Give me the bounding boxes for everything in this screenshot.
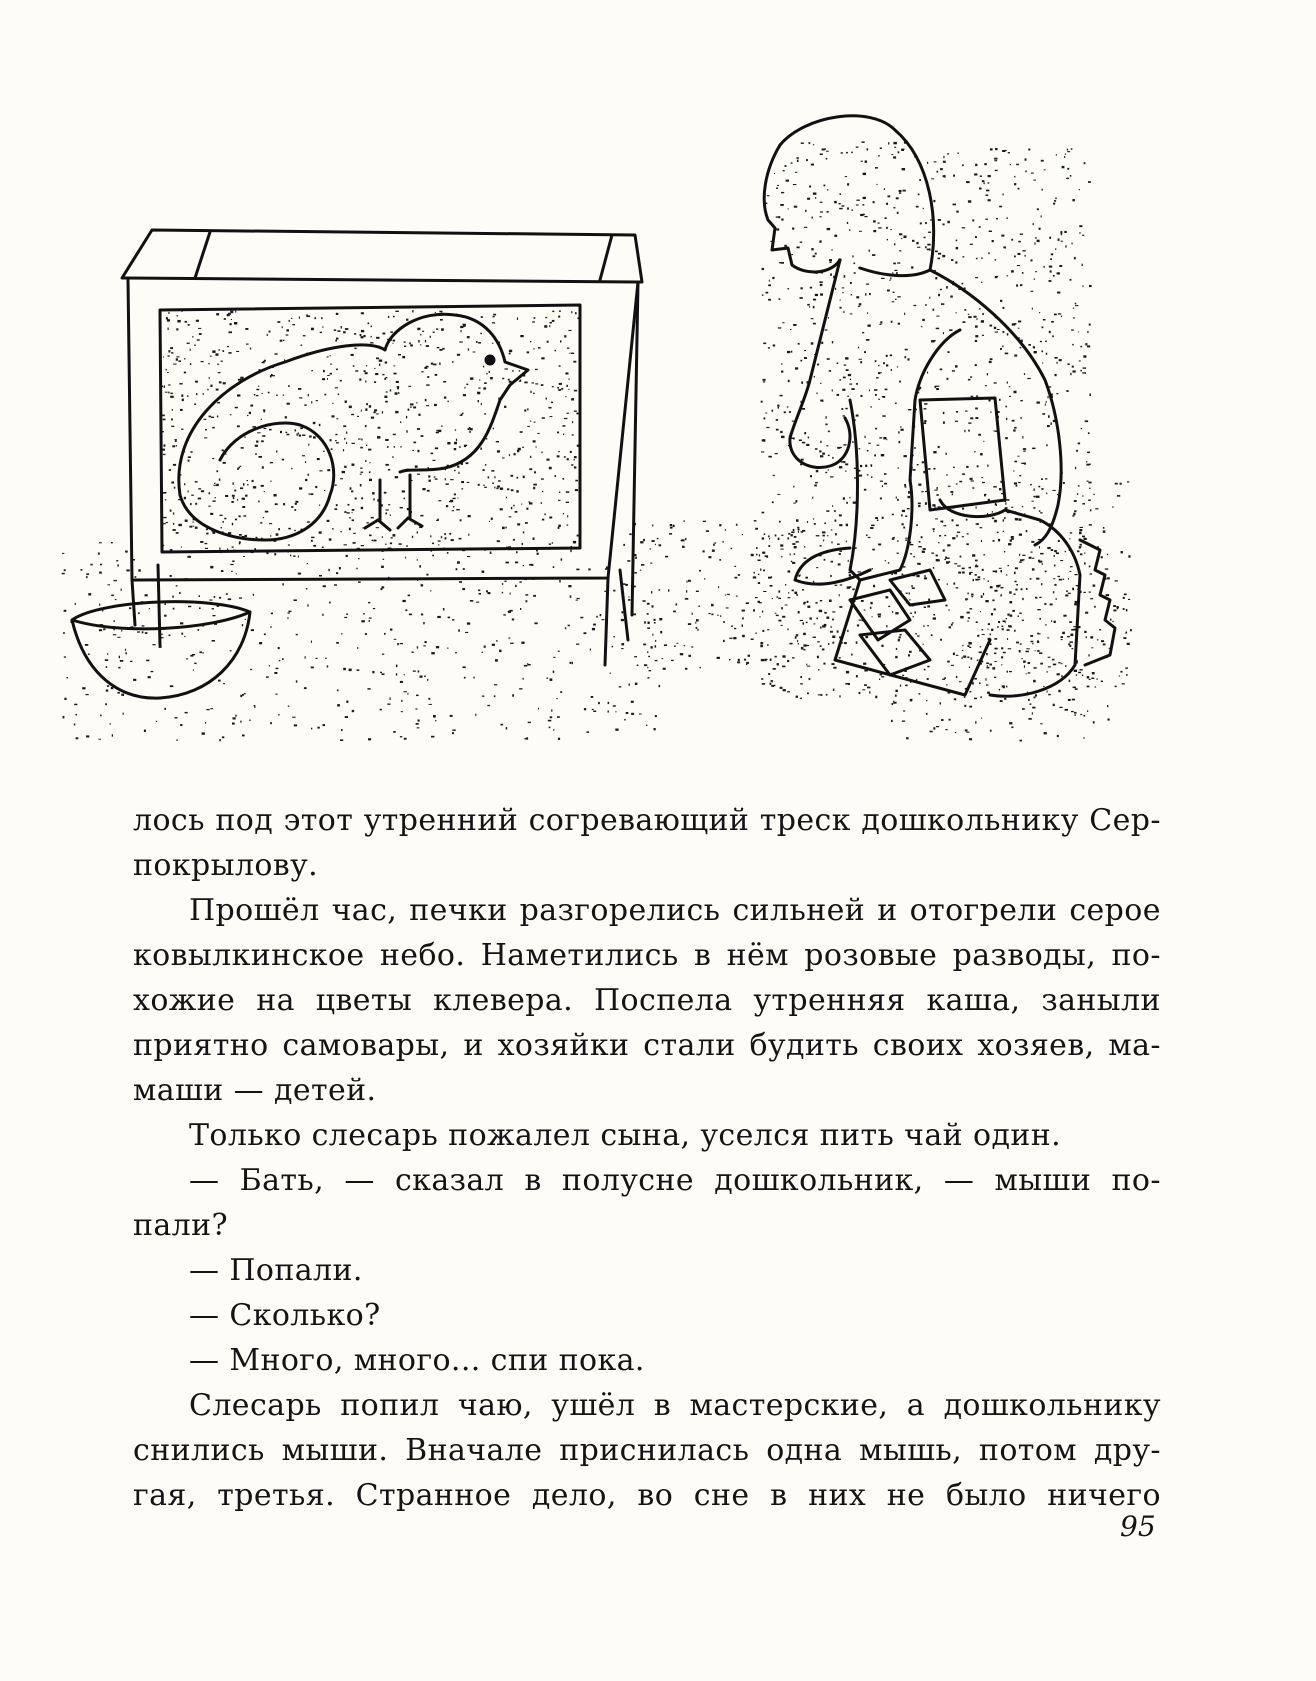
word: под <box>215 803 274 838</box>
word: отогрели <box>909 893 1058 928</box>
text-line: — Много, много... спи пока. <box>189 1343 645 1378</box>
word: в <box>693 938 712 973</box>
text-line <box>133 888 1161 933</box>
word: сильней <box>732 893 866 928</box>
word: самовары, <box>282 1028 450 1063</box>
page-number: 95 <box>1120 1510 1156 1543</box>
word: во <box>637 1478 674 1513</box>
word: ушёл <box>551 1388 636 1423</box>
word: дело, <box>531 1478 617 1513</box>
illustration-hen-and-old-woman <box>60 100 1180 760</box>
word: по- <box>1111 1163 1161 1198</box>
text-line <box>133 1473 1161 1518</box>
text-line <box>133 1428 1161 1473</box>
word: по- <box>1111 938 1161 973</box>
word: сказал <box>394 1163 505 1198</box>
word: — <box>189 1163 220 1198</box>
body-text <box>133 798 1161 1518</box>
word: серое <box>1069 893 1161 928</box>
text-line <box>133 1158 1161 1203</box>
word: ма- <box>1108 1028 1161 1063</box>
word: на <box>256 983 295 1018</box>
word: небо. <box>379 938 466 973</box>
text-line <box>133 1023 1161 1068</box>
word: в <box>770 1478 788 1513</box>
word: Поспела <box>593 983 733 1018</box>
word: хозяев, <box>977 1028 1095 1063</box>
word: — <box>344 1163 375 1198</box>
text-line: — Сколько? <box>189 1298 381 1333</box>
word: согревающий <box>528 803 750 838</box>
word: клевера. <box>433 983 574 1018</box>
text-line: пали? <box>133 1208 229 1243</box>
word: Наметились <box>480 938 679 973</box>
word: дошкольнику <box>861 803 1079 838</box>
word: печки <box>409 893 508 928</box>
word: мыши <box>994 1163 1092 1198</box>
word: час, <box>331 893 398 928</box>
word: и <box>463 1028 484 1063</box>
text-line: маши — детей. <box>133 1073 377 1108</box>
text-line: покрылову. <box>133 848 319 883</box>
word: стали <box>643 1028 736 1063</box>
text-line: Только слесарь пожалел сына, уселся пить чай один. <box>189 1118 1062 1153</box>
word: утренний <box>363 803 519 838</box>
word: нём <box>726 938 789 973</box>
word: одна <box>766 1433 843 1468</box>
word: них <box>808 1478 867 1513</box>
word: сне <box>693 1478 750 1513</box>
word: каша, <box>926 983 1021 1018</box>
word: своих <box>872 1028 964 1063</box>
word: хожие <box>133 983 236 1018</box>
text-line <box>133 978 1161 1023</box>
word: ковылкинское <box>133 938 365 973</box>
word: мастерские, <box>689 1388 889 1423</box>
word: снились <box>133 1433 265 1468</box>
word: в <box>653 1388 672 1423</box>
word: Вначале <box>405 1433 543 1468</box>
word: потом <box>978 1433 1077 1468</box>
hen-drawing <box>179 314 528 540</box>
word: третья. <box>217 1478 336 1513</box>
word: дру- <box>1093 1433 1161 1468</box>
word: мыши. <box>281 1433 389 1468</box>
crate-drawing <box>122 230 642 665</box>
word: лось <box>133 803 205 838</box>
word: хозяйки <box>497 1028 630 1063</box>
word: разводы, <box>952 938 1097 973</box>
word: Бать, <box>239 1163 325 1198</box>
word: гая, <box>133 1478 197 1513</box>
word: ничего <box>1047 1478 1161 1513</box>
word: и <box>877 893 898 928</box>
word: треск <box>759 803 851 838</box>
word: чаю, <box>457 1388 533 1423</box>
word: не <box>886 1478 926 1513</box>
text-line <box>133 798 1161 843</box>
word: Сер- <box>1089 803 1161 838</box>
word: в <box>524 1163 542 1198</box>
old-woman-drawing <box>764 116 1115 696</box>
word: разгорелись <box>519 893 721 928</box>
word: мышь, <box>859 1433 963 1468</box>
word: приятно <box>133 1028 269 1063</box>
word: утренняя <box>753 983 906 1018</box>
word: будить <box>749 1028 859 1063</box>
text-line <box>133 1383 1161 1428</box>
word: Странное <box>355 1478 512 1513</box>
word: дошкольнику <box>943 1388 1161 1423</box>
word: было <box>945 1478 1027 1513</box>
word: заныли <box>1041 983 1161 1018</box>
word: полусне <box>561 1163 695 1198</box>
word: этот <box>283 803 354 838</box>
word: цветы <box>315 983 413 1018</box>
word: а <box>906 1388 926 1423</box>
word: Прошёл <box>189 893 320 928</box>
word: приснилась <box>559 1433 750 1468</box>
word: розовые <box>804 938 938 973</box>
text-line <box>133 933 1161 978</box>
word: попил <box>340 1388 440 1423</box>
text-line: — Попали. <box>189 1253 363 1288</box>
word: — <box>943 1163 975 1198</box>
word: дошкольник, <box>714 1163 924 1198</box>
word: Слесарь <box>189 1388 322 1423</box>
